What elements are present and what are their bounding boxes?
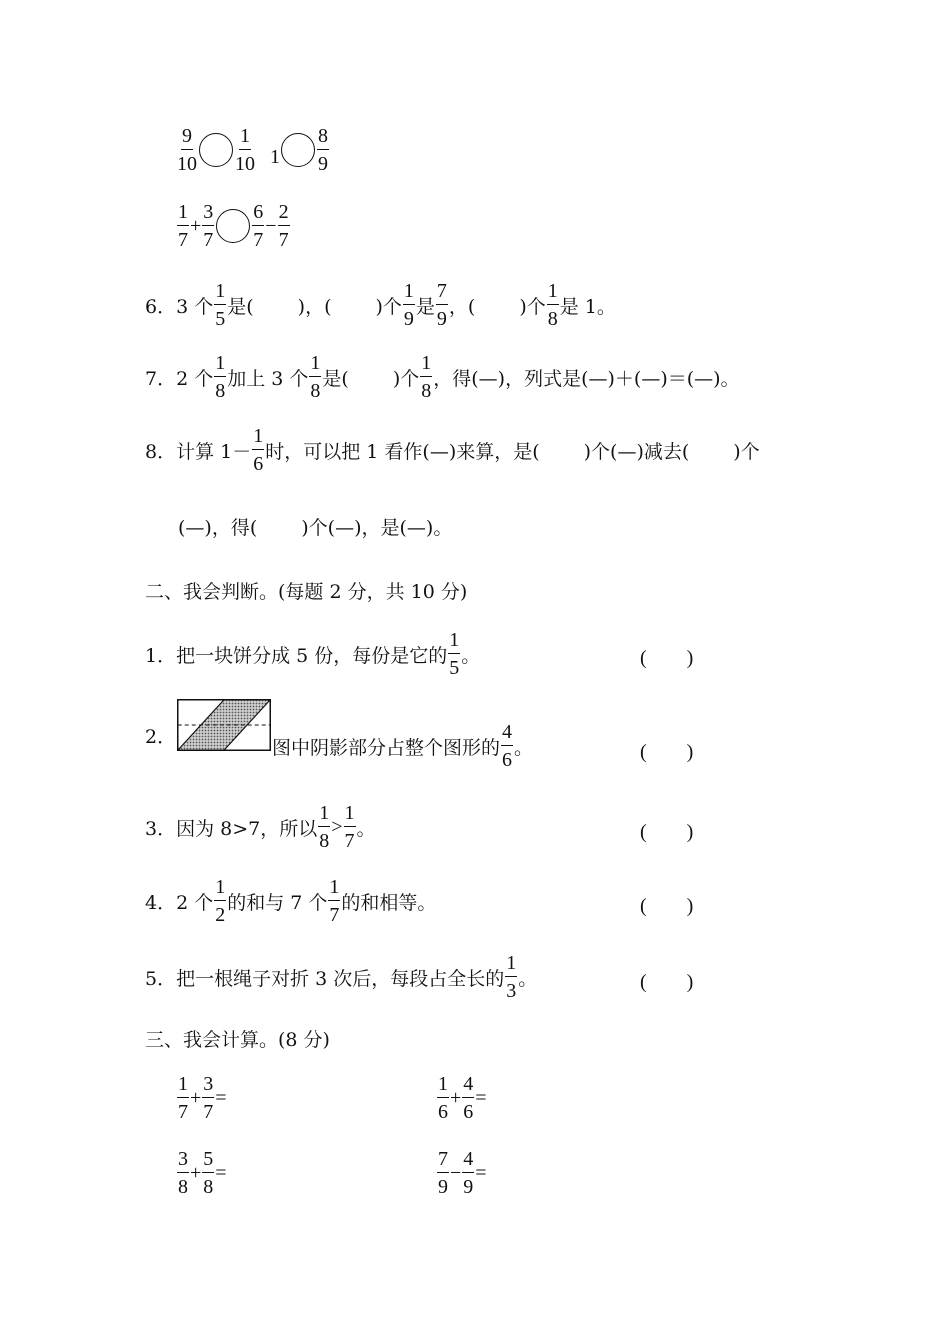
judge-item-5 <box>145 953 537 1001</box>
fraction: $\frac{3}{7}$ <box>203 1073 214 1123</box>
fraction: $\frac{3}{8}$ <box>178 1148 188 1198</box>
calc-problem <box>176 1149 227 1197</box>
question-text: 是( <box>322 367 349 390</box>
fraction: $\frac{1}{9}$ <box>403 280 414 330</box>
judge-answer-paren[interactable]: ( ) <box>640 821 694 843</box>
question-text: )个 <box>392 367 420 390</box>
question-text: 计算 1－ <box>176 440 252 463</box>
fraction: $\frac{1}{2}$ <box>215 876 226 926</box>
judge-answer-paren[interactable]: ( ) <box>640 895 694 917</box>
question-number: 7． <box>145 367 177 390</box>
question-text: 2 个 <box>176 891 214 914</box>
section-title-text: 三、我会计算。(8 分) <box>145 1029 330 1051</box>
question-text: 图中阴影部分占整个图形的 <box>272 736 501 759</box>
question-number: 5． <box>145 967 177 990</box>
judge-item-3 <box>145 803 376 851</box>
fraction: $\frac{1}{8}$ <box>547 280 558 330</box>
parallelogram-figure <box>177 699 271 751</box>
question-text: 。 <box>514 736 534 759</box>
fraction: $\frac{1}{7}$ <box>178 201 188 251</box>
operator: − <box>450 1161 462 1184</box>
judge-item-1 <box>145 630 480 678</box>
question-number: 3． <box>145 817 177 840</box>
question-text: )个(—)减去( <box>583 440 690 463</box>
question-text: 的和相等。 <box>341 891 437 914</box>
judge-answer-paren[interactable]: ( ) <box>640 971 694 993</box>
question-text: )个 <box>733 440 760 463</box>
fraction: $\frac{8}{9}$ <box>318 125 328 175</box>
fraction: $\frac{1}{8}$ <box>421 352 432 402</box>
section-title-text: 二、我会判断。(每题 2 分，共 10 分) <box>145 581 468 603</box>
question-text: 。 <box>461 644 481 667</box>
equals-sign: = <box>475 1086 487 1109</box>
question-text: 。 <box>356 817 376 840</box>
fraction: $\frac{1}{8}$ <box>310 352 321 402</box>
compare-circle-blank[interactable] <box>281 133 315 167</box>
fraction: $\frac{4}{6}$ <box>502 721 513 771</box>
fraction: $\frac{1}{3}$ <box>506 952 517 1002</box>
question-text: 的和与 7 个 <box>227 891 328 914</box>
plus-sign: + <box>190 214 202 237</box>
calc-problem <box>176 1074 227 1122</box>
question-text: 把一根绳子对折 3 次后，每段占全长的 <box>176 967 505 990</box>
fraction: $\frac{6}{7}$ <box>253 201 264 251</box>
question-text: 。 <box>518 967 538 990</box>
compare-row-1 <box>176 126 330 174</box>
question-text: 把一块饼分成 5 份，每份是它的 <box>176 644 448 667</box>
judge-item-4 <box>145 877 436 925</box>
question-text: 因为 8>7，所以 <box>176 817 318 840</box>
question-text: 3 个 <box>176 295 214 318</box>
fraction: $\frac{1}{7}$ <box>344 802 355 852</box>
operator: + <box>190 1161 202 1184</box>
fraction: $\frac{5}{8}$ <box>203 1148 214 1198</box>
question-text: )个 <box>519 295 546 318</box>
fraction: $\frac{1}{8}$ <box>319 802 330 852</box>
fraction: $\frac{1}{5}$ <box>449 629 460 679</box>
operator: + <box>190 1086 202 1109</box>
fraction: $\frac{1}{5}$ <box>215 280 226 330</box>
question-text: 时，可以把 1 看作(—)来算，是( <box>265 440 540 463</box>
fraction: $\frac{7}{9}$ <box>438 1148 448 1198</box>
judge-item-2-text <box>272 722 533 770</box>
whole-number: 1 <box>270 145 280 168</box>
question-number: 4． <box>145 891 177 914</box>
question-8-continued <box>178 513 452 540</box>
question-text: 2 个 <box>176 367 214 390</box>
question-number: 2． <box>145 726 177 748</box>
question-text: ，得(—)，列式是(—)＋(—)＝(—)。 <box>433 367 740 390</box>
fraction: $\frac{9}{10}$ <box>177 125 197 175</box>
question-text: )个(—)，是(—)。 <box>301 517 453 539</box>
section-2-title <box>145 577 467 604</box>
section-3-title <box>145 1025 330 1052</box>
fraction: $\frac{1}{6}$ <box>253 425 264 475</box>
question-text: 是 1。 <box>559 295 616 318</box>
equals-sign: = <box>215 1086 227 1109</box>
question-number: 6． <box>145 295 177 318</box>
operator: + <box>450 1086 462 1109</box>
fraction: $\frac{1}{6}$ <box>438 1073 448 1123</box>
calc-problem <box>436 1074 487 1122</box>
fraction: $\frac{4}{6}$ <box>463 1073 474 1123</box>
fraction: $\frac{7}{9}$ <box>436 280 447 330</box>
greater-than-sign: > <box>331 815 343 838</box>
judge-answer-paren[interactable]: ( ) <box>640 647 694 669</box>
minus-sign: − <box>265 214 277 237</box>
question-number: 1． <box>145 644 177 667</box>
question-text: 加上 3 个 <box>227 367 309 390</box>
judge-answer-paren[interactable]: ( ) <box>640 741 694 763</box>
compare-row-2 <box>176 202 291 250</box>
fraction: $\frac{1}{10}$ <box>235 125 255 175</box>
compare-circle-blank[interactable] <box>216 209 250 243</box>
fraction: $\frac{2}{7}$ <box>278 201 289 251</box>
calc-problem <box>436 1149 487 1197</box>
equals-sign: = <box>215 1161 227 1184</box>
fraction: $\frac{3}{7}$ <box>203 201 214 251</box>
fraction: $\frac{4}{9}$ <box>463 1148 474 1198</box>
question-text: )，( <box>297 295 332 318</box>
equals-sign: = <box>475 1161 487 1184</box>
fraction: $\frac{1}{8}$ <box>215 352 226 402</box>
question-8 <box>145 426 760 474</box>
question-6 <box>145 281 616 329</box>
question-7 <box>145 353 740 401</box>
judge-item-2 <box>145 722 176 749</box>
question-text: (—)，得( <box>178 517 258 539</box>
fraction: $\frac{1}{7}$ <box>178 1073 188 1123</box>
fraction: $\frac{1}{7}$ <box>329 876 340 926</box>
question-text: 是 <box>415 295 435 318</box>
question-text: ，( <box>448 295 476 318</box>
question-number: 8． <box>145 440 177 463</box>
question-text: )个 <box>375 295 402 318</box>
compare-circle-blank[interactable] <box>199 133 233 167</box>
question-text: 是( <box>227 295 254 318</box>
